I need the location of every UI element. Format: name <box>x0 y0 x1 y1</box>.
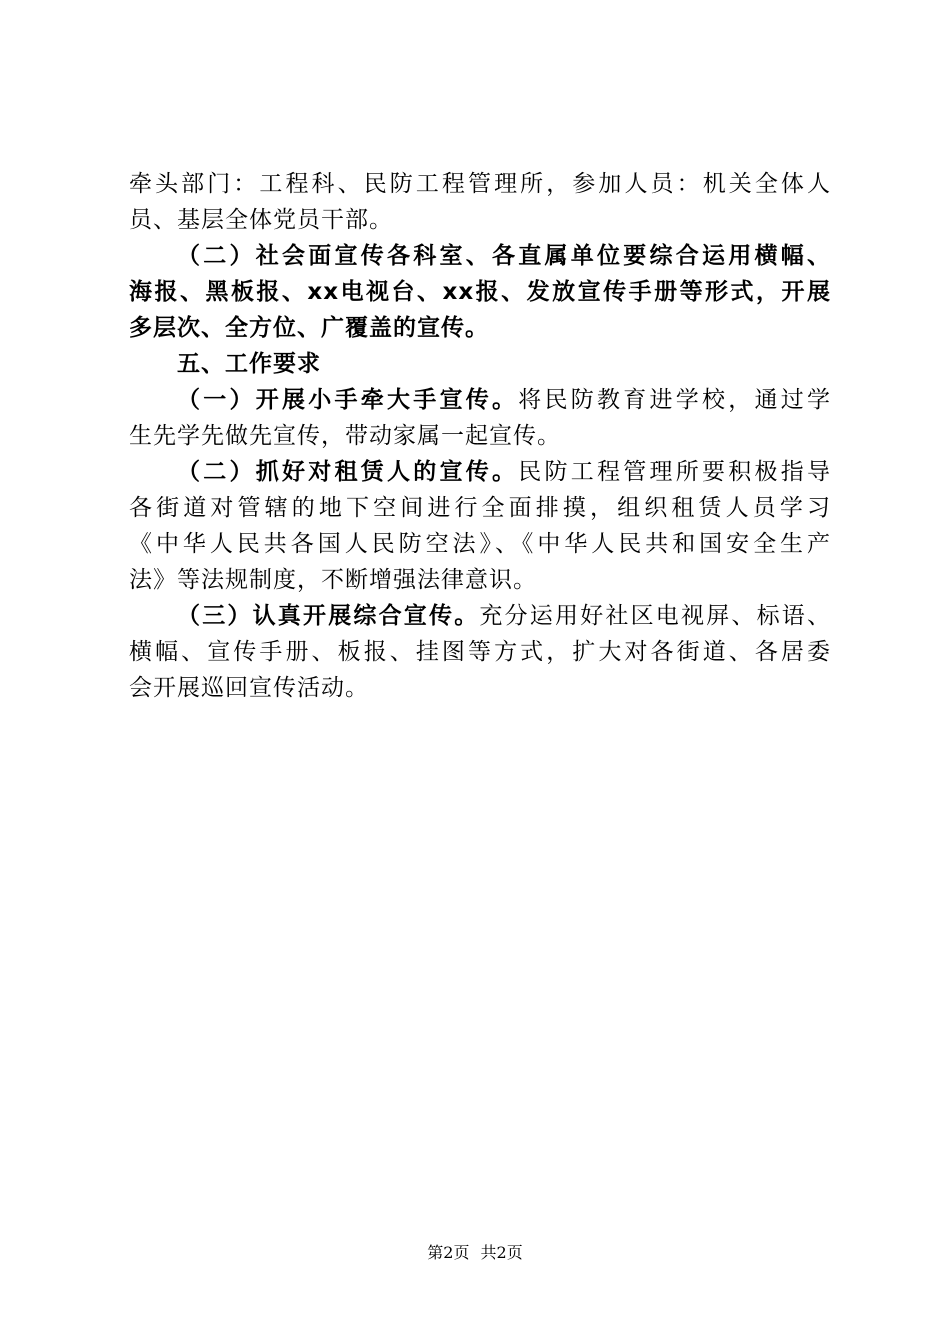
paragraph-text: 民防工程管理所要积极指导 <box>518 459 831 485</box>
document-body <box>129 166 831 706</box>
paragraph-line <box>129 454 831 490</box>
paragraph-text: 充分运用好社区电视屏、标语、 <box>479 603 832 629</box>
paragraph-line: 员、基层全体党员干部。 <box>129 207 393 233</box>
paragraph-lead: （一）开展小手牵大手宣传。 <box>177 387 519 413</box>
paragraph-line: （二）社会面宣传各科室、各直属单位要综合运用横幅、 <box>177 243 831 269</box>
paragraph-line: 横幅、宣传手册、板报、挂图等方式，扩大对各街道、各居委 <box>129 639 831 665</box>
paragraph-line <box>129 598 831 634</box>
paragraph-line: 各街道对管辖的地下空间进行全面排摸，组织租赁人员学习 <box>129 495 831 521</box>
section-heading: 五、工作要求 <box>177 351 321 377</box>
paragraph-line: 法》等法规制度，不断增强法律意识。 <box>129 567 537 593</box>
paragraph-line <box>129 382 831 418</box>
paragraph-line: 《中华人民共各国人民防空法》、《中华人民共和国安全生产 <box>129 531 831 557</box>
paragraph-line: 生先学先做先宣传，带动家属一起宣传。 <box>129 423 561 449</box>
page-footer <box>0 1242 950 1264</box>
paragraph-line: 海报、黑板报、xx电视台、xx报、发放宣传手册等形式，开展 <box>129 279 831 305</box>
paragraph-line: 牵头部门：工程科、民防工程管理所，参加人员：机关全体人 <box>129 171 831 197</box>
paragraph-line: 会开展巡回宣传活动。 <box>129 675 369 701</box>
paragraph-lead: （三）认真开展综合宣传。 <box>177 603 480 629</box>
page-number: 第2页 <box>427 1243 470 1262</box>
paragraph-line: 多层次、全方位、广覆盖的宣传。 <box>129 315 489 341</box>
paragraph-lead: （二）抓好对租赁人的宣传。 <box>177 459 519 485</box>
page-total: 共2页 <box>480 1243 523 1262</box>
paragraph-text: 将民防教育进学校，通过学 <box>518 387 831 413</box>
